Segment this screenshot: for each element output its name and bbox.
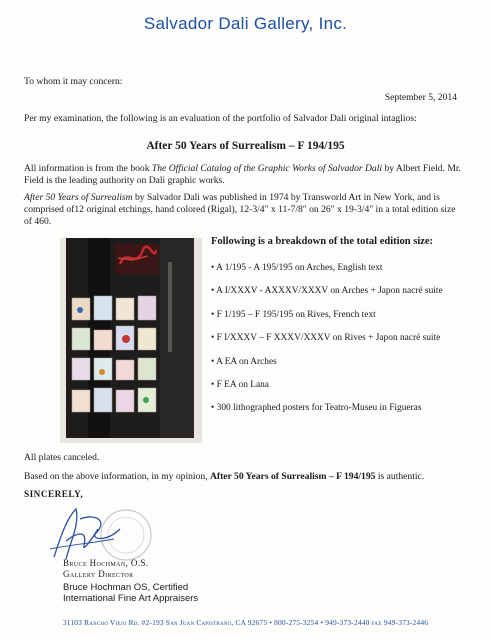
closing: SINCERELY, <box>24 489 84 499</box>
edition-item: • 300 lithographed posters for Teatro-Museu in Figueras <box>211 403 422 414</box>
letterhead-footer-address: 31103 Rancho Viejo Rd. #2-193 San Juan Capistrano, CA 92675 • 800-275-3254 • 949-373-2440 fax 949-373-2446 <box>62 618 429 627</box>
portfolio-photo <box>60 238 202 443</box>
source-paragraph-lead: All information is from the book <box>24 163 152 174</box>
publication-paragraph <box>24 192 464 228</box>
edition-breakdown-heading: Following is a breakdown of the total edition size: <box>211 236 434 247</box>
plates-note: All plates canceled. <box>24 452 100 463</box>
edition-item: • A 1/195 - A 195/195 on Arches, English text <box>211 263 383 273</box>
salutation: To whom it may concern: <box>24 76 123 87</box>
conclusion-paragraph <box>24 471 464 483</box>
edition-item: • F EA on Lana <box>211 379 269 390</box>
credential-stamp-line-1: Bruce Hochman OS, Certified <box>63 582 189 593</box>
intro-paragraph: Per my examination, the following is an evaluation of the portfolio of Salvador Dali original intaglios: <box>24 113 417 124</box>
letter-date: September 5, 2014 <box>384 92 457 103</box>
signer-title: Gallery Director <box>63 569 134 579</box>
credential-stamp-line-2: International Fine Art Appraisers <box>63 593 199 604</box>
edition-item: • A EA on Arches <box>211 356 277 367</box>
conclusion-artwork-title: After 50 Years of Surrealism – F 194/195 <box>209 471 376 482</box>
source-paragraph <box>24 163 464 187</box>
work-title-italic: After 50 Years of Surrealism <box>24 192 133 203</box>
letterhead-company-name: Salvador Dali Gallery, Inc. <box>143 14 348 33</box>
edition-item: • F 1/195 – F 195/195 on Rives, French text <box>211 309 376 320</box>
edition-list <box>211 262 481 426</box>
catalog-book-title: The Official Catalog of the Graphic Works of Salvador Dali <box>151 163 383 174</box>
publication-details: by Salvador Dali was published in 1974 by Transworld Art in New York, and is comprised of12 original etchings, hand colored (Rigal), 12-3/4" x 11-7/8" on 26" x 19-3/4" in a total edition size of 460. <box>24 192 456 227</box>
source-paragraph-tail: by Albert Field. Mr. Field is the leading authority on Dali graphic works. <box>24 163 461 186</box>
edition-item: • A I/XXXV - AXXXV/XXXV on Arches + Japon nacré suite <box>211 286 443 297</box>
conclusion-lead: Based on the above information, in my opinion, <box>24 471 210 482</box>
signer-name: Bruce Hochman, O.S. <box>63 558 149 568</box>
conclusion-tail: is authentic. <box>375 471 425 482</box>
artwork-title-heading: After 50 Years of Surrealism – F 194/195 <box>146 140 345 152</box>
edition-item: • F I/XXXV – F XXXV/XXXV on Rives + Japon nacré suite <box>211 333 441 344</box>
